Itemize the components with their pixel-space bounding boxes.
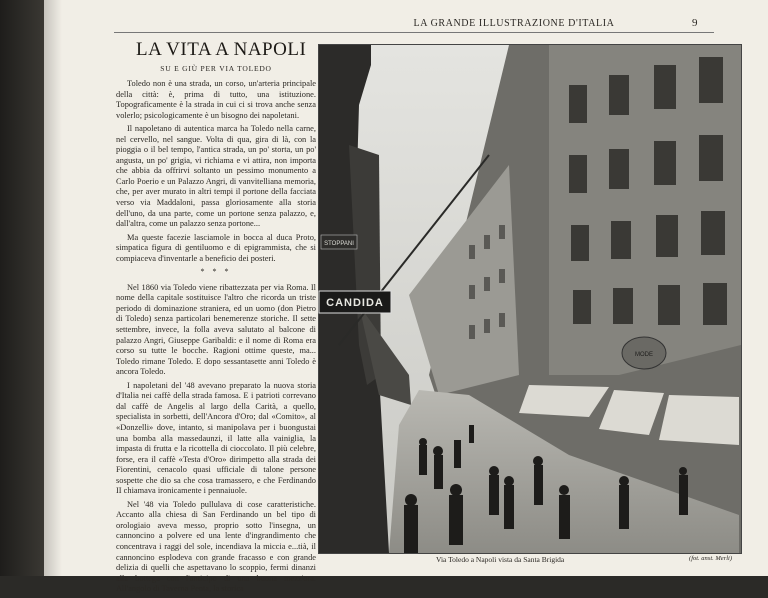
article-column — [116, 79, 316, 598]
paragraph-6: Nel '48 via Toledo pullulava di cose caratteristiche. Accanto alla chiesa di San Ferdinando un bel tipo di orologiaio aveva messo, proprio sotto l'insegna, un cannoncino a polvere ed una lente d'ingrandimento che concentrava i raggi del sole, incendiava la miccia e...tià, il cannoncino esplodeva con grande fracasso e con grande delizia di quelli che aspettavano lo scoppio, fermi dinanzi alla bottega con l'anticipo di una buona mezz'ora. All'angolo di Taverna Penta, la storica — [116, 499, 316, 594]
sign-stoppani: STOPPANI — [324, 241, 354, 247]
running-head: LA GRANDE ILLUSTRAZIONE D'ITALIA — [413, 18, 615, 29]
photo-caption: Via Toledo a Napoli vista da Santa Brigida — [436, 555, 565, 564]
paragraph-3: Ma queste facezie lasciamole in bocca al duca Proto, simpatica figura di gentiluomo e di epigrammista, che si compiaceva d'inventarle a beneficio dei posteri. — [116, 232, 316, 263]
paragraph-5: I napoletani del '48 avevano preparato la nuova storia d'Italia nei caffè della strada famosa. E i patrioti correvano dal caffè de Angelis al largo della Carità, a quello, specialista in sorbetti, dell'Ancora d'Oro; dal «Comito», al «Donzelli» dove, intanto, si manipolava per i buongustai una bomba alla massedaunzi, il latte alla vainiglia, la impasta di frutta e la ricottella di cioccolato. Il più celebre, forse, era il caffè «Testa d'Oro» dirimpetto alla strada dei Fiorentini, cenacolo quasi ufficiale di talone persone sospette che dio sa che cosa tramassero, e che Ferdinando II chiamava ironicamente i pennaiuole. — [116, 380, 316, 496]
section-separator: * * * — [200, 267, 232, 277]
page-number: 9 — [692, 17, 698, 29]
sign-candida: CANDIDA — [326, 297, 384, 309]
paragraph-4: Nel 1860 via Toledo viene ribattezzata per via Roma. Il nome della capitale sostituisce l'altro che ricorda un triste periodo di dominazione straniera, ed un uomo (don Pietro di Toledo) senza particolari benemerenze storiche. Il sette settembre, invece, la folla aveva salutato al balcone di palazzo Angri, Giuseppe Garibaldi: e il nome di Roma era corso su tutte le bocche. Ragioni ottime queste, ma... Toledo rimane Toledo. E dopo sessantasette anni Toledo è ancora Toledo. — [116, 282, 316, 377]
paragraph-1: Toledo non è una strada, un corso, un'arteria principale della città: è, prima di tutto, una istituzione. Topograficamente è la strada in cui ci si trova anche senza volerlo; psicologicamente è un bisogno dei napoletani. — [116, 79, 316, 120]
header-rule — [114, 32, 714, 33]
binding-shadow — [0, 0, 44, 576]
paragraph-2: Il napoletano di autentica marca ha Toledo nella carne, nel cervello, nel sangue. Volta di qua, gira di là, con la pioggia o il bel tempo, l'antica strada, un po' storta, un po' angusta, un po' grigia, vi richiama e vi attira, non importa che abbia da offrirvi soltanto un pessimo monumento a Carlo Poerio e un Palazzo Angri, di vanvitelliana memoria, che, per aver murato in altri tempi il portone della facciata verso via Maddaloni, passa gloriosamente alla storia dell'uno, da una parte, come un portone senza palazzo, e, dall'altra, come un palazzo senza portone... — [116, 124, 316, 229]
photo-credit: (fot. anst. Merli) — [689, 555, 732, 562]
article-title: LA VITA A NAPOLI — [136, 39, 307, 60]
magazine-page — [44, 0, 768, 594]
sign-mode: MODE — [635, 352, 653, 358]
article-subtitle: SU E GIÙ PER VIA TOLEDO — [160, 64, 272, 73]
street-photograph — [318, 44, 742, 554]
